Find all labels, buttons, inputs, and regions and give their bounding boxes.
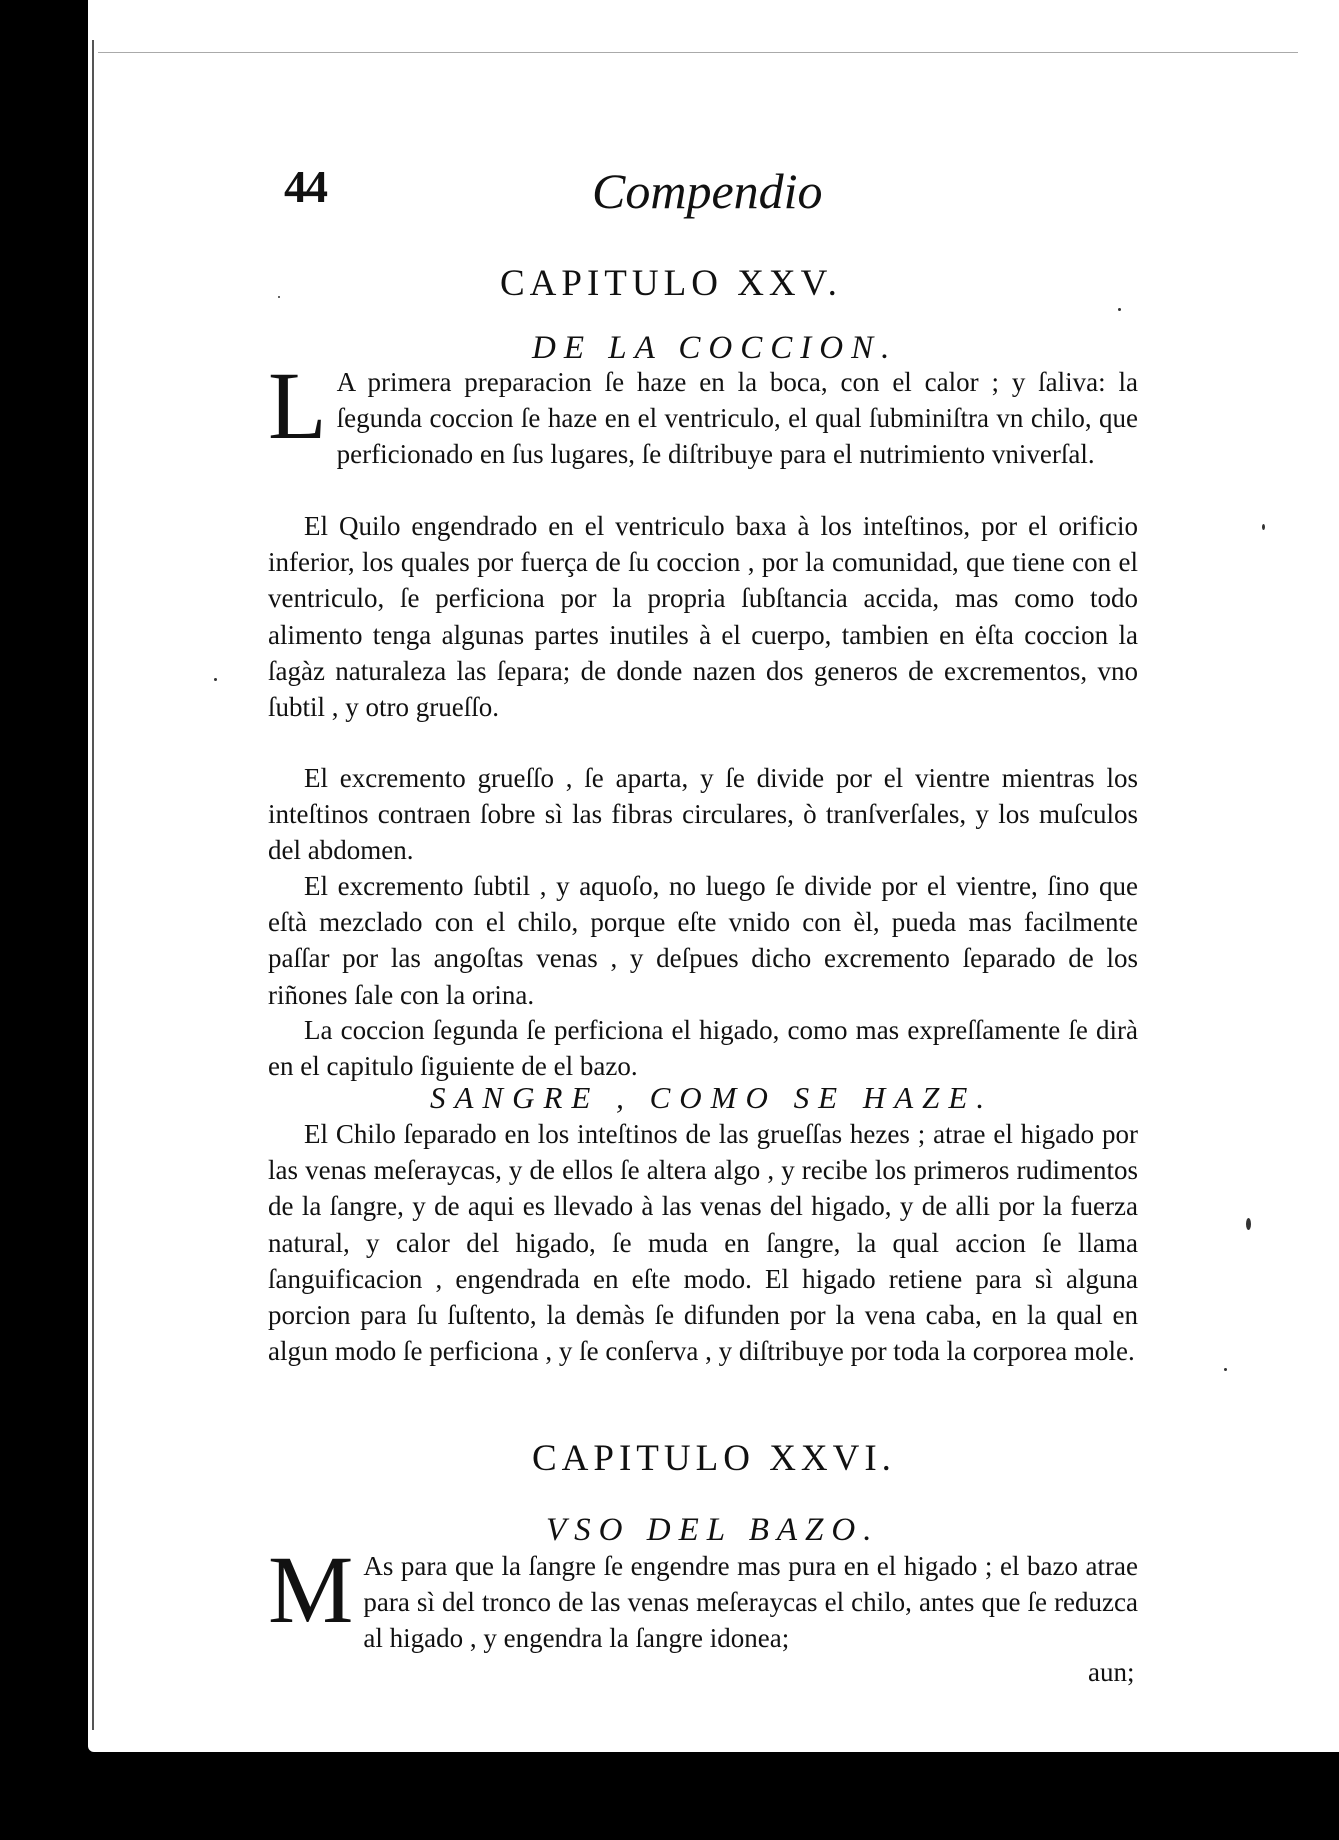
section-heading: DE LA COCCION. (532, 330, 898, 366)
drop-cap: L (268, 352, 327, 459)
paragraph: El excremento grueſſo , ſe aparta, y ſe divide por el vientre mientras los inteſtinos contraen ſobre sì las fibras circulares, ò tranſverſales, y los muſculos del abdomen. (268, 763, 1138, 866)
paragraph: El excremento ſubtil , y aquoſo, no luego ſe divide por el vientre, ſino que eſtà mezclado con el chilo, porque eſte vnido con èl, pueda mas facilmente paſſar por las angoſtas venas , y deſpues dicho excremento ſeparado de los riñones ſale con la orina. (268, 871, 1138, 1010)
section-heading: VSO DEL BAZO. (546, 1512, 880, 1548)
catchword: aun; (1088, 1657, 1135, 1687)
paragraph-text: As para que la ſangre ſe engendre mas pura en el higado ; el bazo atrae para sì del tronco de las venas meſeraycas el chilo, antes que ſe reduzca al higado , y engendra la ſangre idonea; (363, 1551, 1138, 1654)
drop-cap: M (268, 1536, 354, 1643)
paragraph (268, 352, 1138, 473)
section-heading: SANGRE , COMO SE HAZE. (430, 1080, 994, 1115)
paragraph: El Quilo engendrado en el ventriculo baxa à los inteſtinos, por el orificio inferior, los quales por fuerça de ſu coccion , por la comunidad, que tiene con el ventriculo, ſe perficiona por la propria ſubſtancia accida, mas como todo alimento tenga algunas partes inutiles à el cuerpo, tambien en ėſta coccion la ſagàz naturaleza las ſepara; de donde nazen dos generos de excrementos, vno ſubtil , y otro grueſſo. (268, 511, 1138, 723)
chapter-title: CAPITULO XXVI. (532, 1438, 896, 1479)
page-number: 44 (284, 161, 326, 212)
running-head: Compendio (592, 163, 823, 219)
chapter-title: CAPITULO XXV. (500, 263, 842, 304)
paragraph-text: A primera preparacion ſe haze en la boca, con el calor ; y ſaliva: la ſegunda coccion ſe haze en el ventriculo, el qual ſubminiſtra vn chilo, que perficionado en ſus lugares, ſe diſtribuye para el nutrimiento vniverſal. (336, 367, 1138, 470)
paragraph: El Chilo ſeparado en los inteſtinos de las grueſſas hezes ; atrae el higado por las venas meſeraycas, y de ellos ſe altera algo , y recibe los primeros rudimentos de la ſangre, y de aqui es llevado à las venas del higado, y de alli por la fuerza natural, y calor del higado, ſe muda en ſangre, la qual accion ſe llama ſanguificacion , engendrada en eſte modo. El higado retiene para sì alguna porcion para ſu ſuſtento, la demàs ſe difunden por la vena caba, en la qual en algun modo ſe perficiona , y ſe conſerva , y diſtribuye por toda la corporea mole. (268, 1119, 1138, 1367)
paragraph: La coccion ſegunda ſe perficiona el higado, como mas expreſſamente ſe dirà en el capitulo ſiguiente de el bazo. (268, 1015, 1138, 1082)
paragraph (268, 1536, 1138, 1657)
